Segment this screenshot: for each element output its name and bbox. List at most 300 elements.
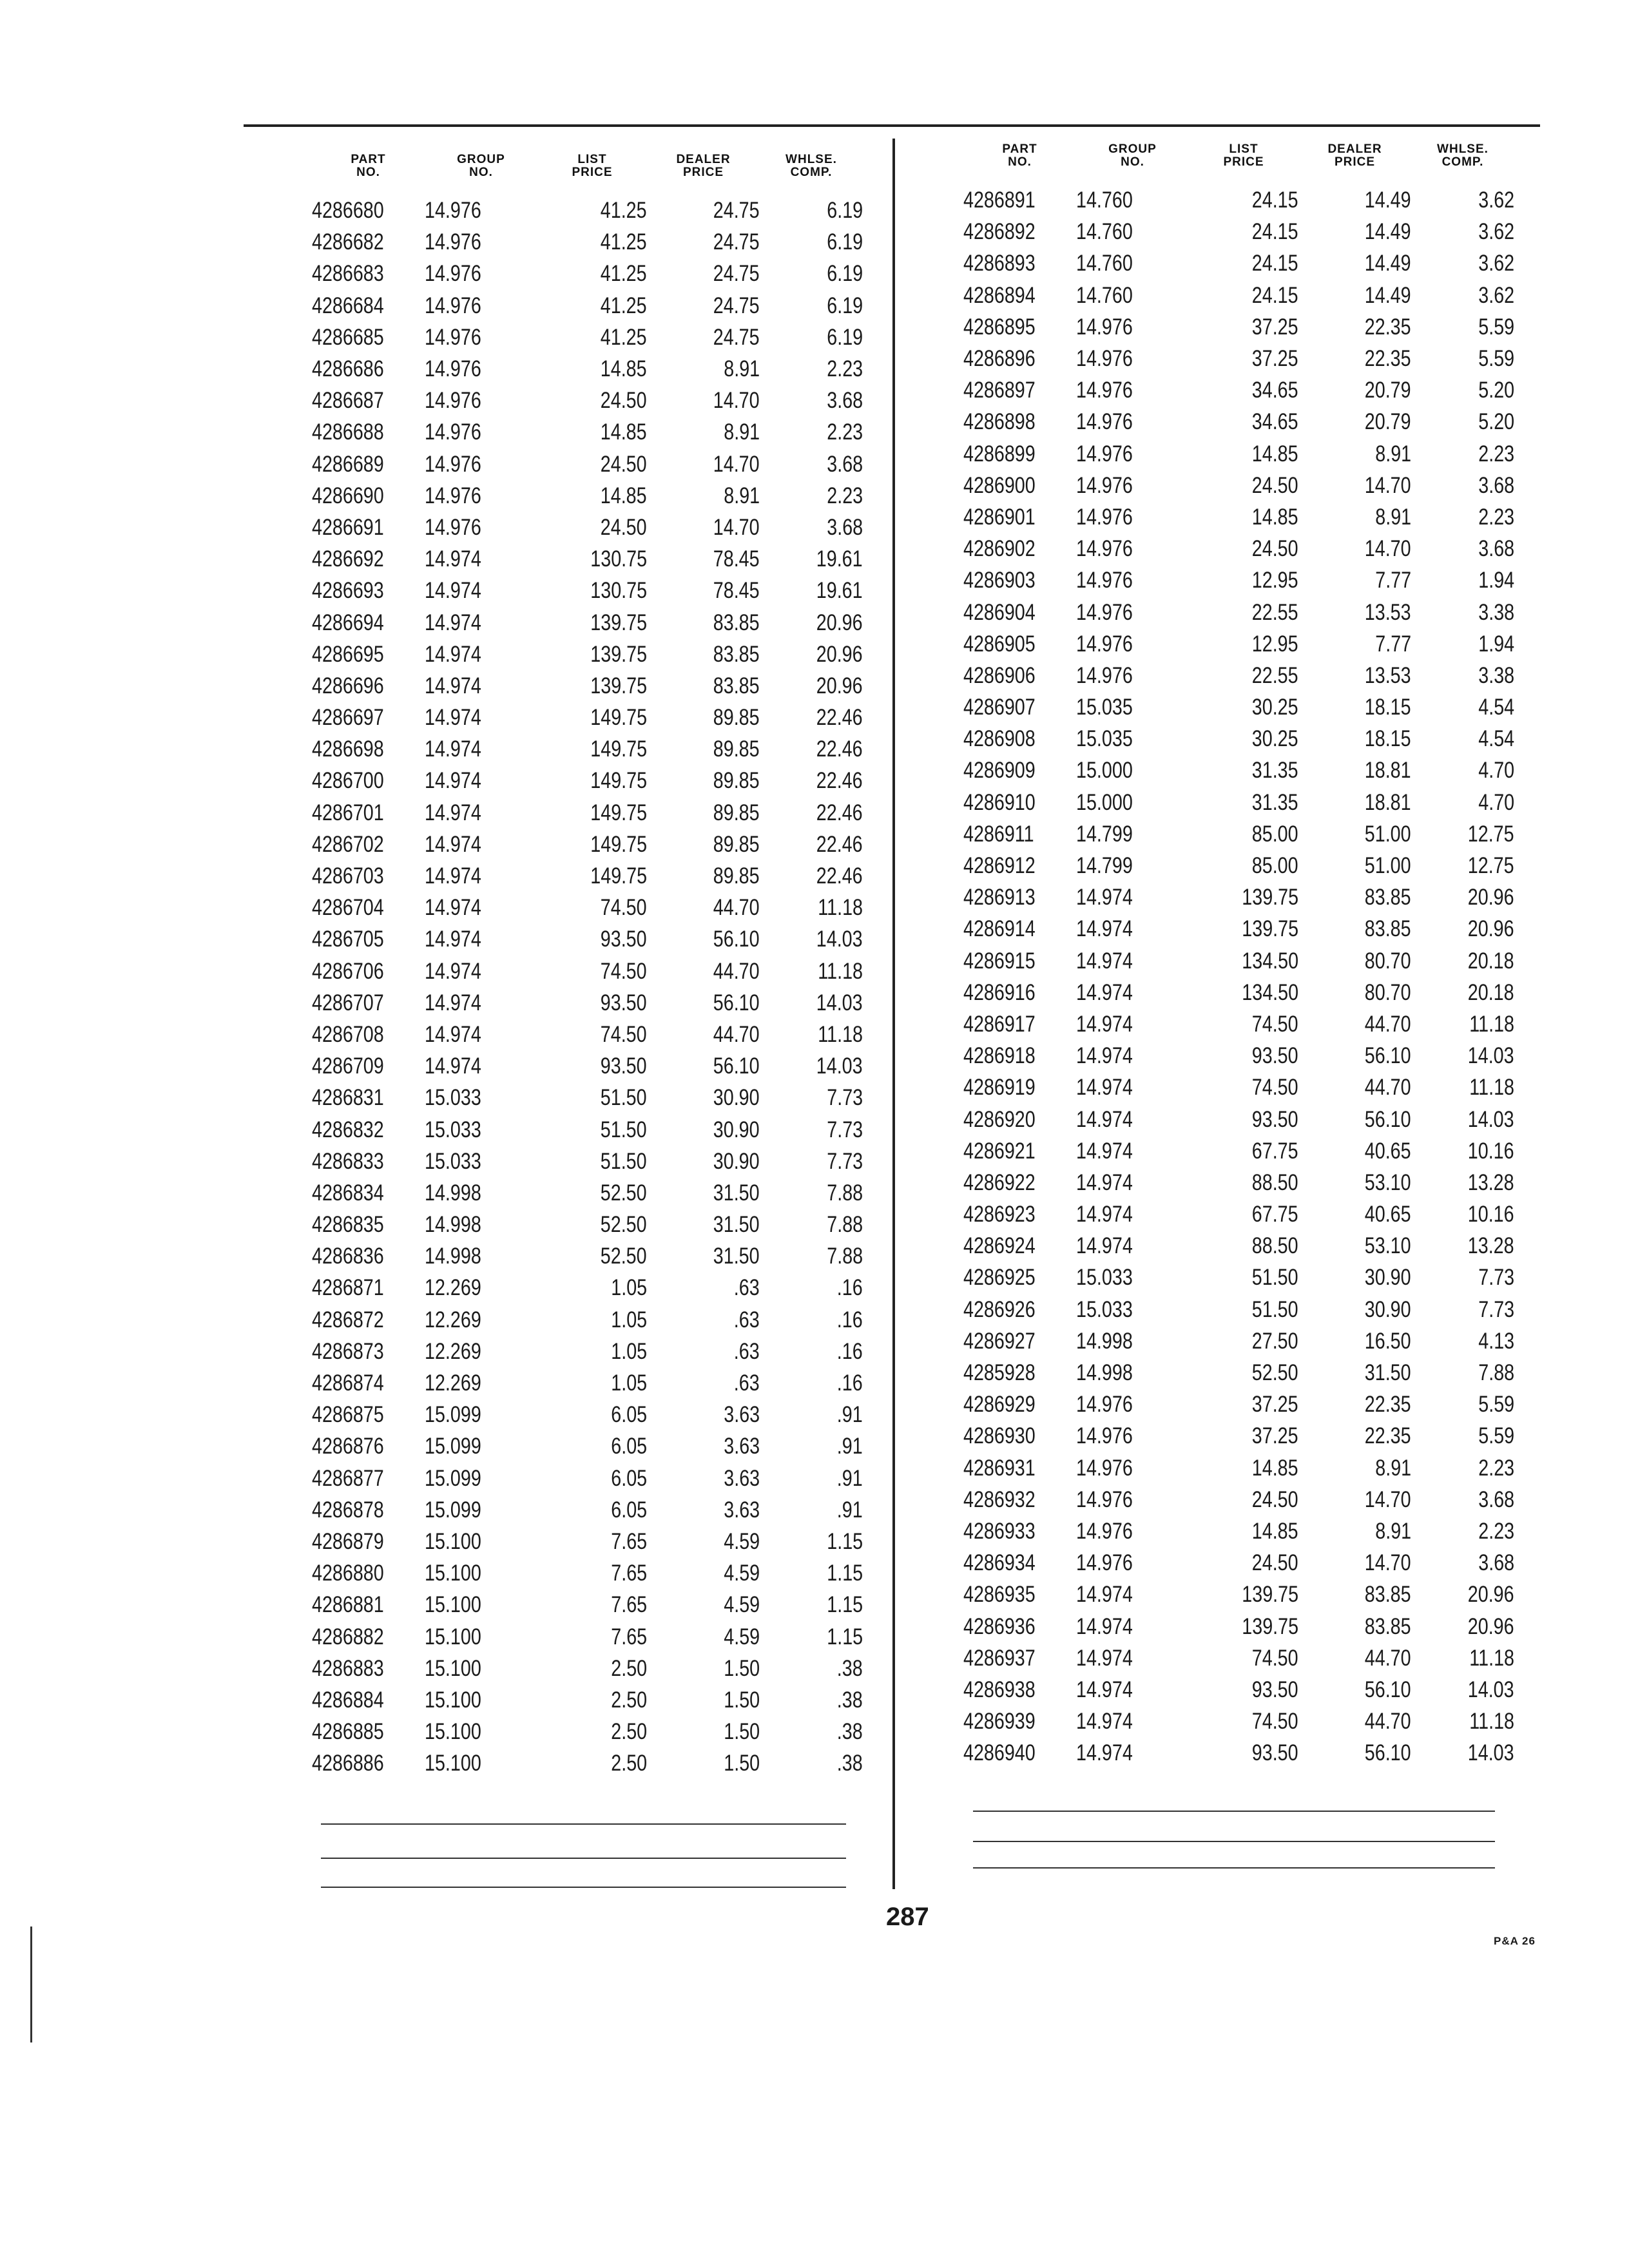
- cell-value: 14.85: [601, 356, 647, 382]
- cell-value: 139.75: [1242, 1582, 1298, 1608]
- dealer-price-cell: [1298, 691, 1411, 723]
- dealer-price-cell: [647, 1240, 760, 1272]
- part-no-cell: [963, 881, 1076, 913]
- table-row: [312, 639, 863, 670]
- list-price-cell: [1189, 1706, 1298, 1737]
- cell-value: 20.96: [1468, 885, 1514, 910]
- part-no-cell: [312, 1304, 425, 1336]
- cell-value: 4286911: [963, 821, 1034, 847]
- cell-value: 14.976: [1076, 631, 1133, 657]
- part-no-cell: [963, 501, 1076, 533]
- cell-value: 85.00: [1252, 821, 1298, 847]
- cell-value: 67.75: [1252, 1138, 1298, 1164]
- group-no-cell: [1076, 850, 1189, 881]
- cell-value: 80.70: [1365, 979, 1411, 1005]
- cell-value: 51.50: [1252, 1296, 1298, 1322]
- cell-value: 20.18: [1468, 948, 1514, 974]
- cell-value: 14.760: [1076, 282, 1133, 308]
- part-no-cell: [312, 1557, 425, 1589]
- cell-value: 5.59: [1478, 314, 1514, 340]
- list-price-cell: [1189, 1610, 1298, 1642]
- whlse-comp-cell: [1411, 1072, 1514, 1103]
- whlse-comp-cell: [760, 1050, 863, 1082]
- part-no-cell: [963, 406, 1076, 437]
- cell-value: 14.974: [425, 958, 481, 984]
- part-no-cell: [312, 258, 425, 289]
- list-price-cell: [1189, 374, 1298, 406]
- cell-value: 14.49: [1365, 187, 1411, 213]
- whlse-comp-cell: [1411, 1135, 1514, 1167]
- cell-value: 20.79: [1365, 409, 1411, 435]
- group-no-cell: [425, 1620, 537, 1652]
- list-price-cell: [1189, 406, 1298, 437]
- group-no-cell: [1076, 1737, 1189, 1769]
- dealer-price-cell: [647, 923, 760, 955]
- dealer-price-cell: [647, 702, 760, 733]
- blank-entry-line: [973, 1867, 1495, 1869]
- cell-value: 51.00: [1365, 853, 1411, 879]
- cell-value: 24.75: [713, 293, 760, 318]
- cell-value: 56.10: [1365, 1106, 1411, 1132]
- part-no-cell: [963, 1484, 1076, 1515]
- dealer-price-cell: [1298, 1610, 1411, 1642]
- cell-value: 4286910: [963, 789, 1036, 815]
- table-row: [312, 923, 863, 955]
- cell-value: 18.81: [1365, 758, 1411, 783]
- cell-value: 20.79: [1365, 378, 1411, 403]
- cell-value: 67.75: [1252, 1202, 1298, 1227]
- cell-value: 2.50: [611, 1655, 647, 1681]
- whlse-comp-cell: [1411, 1040, 1514, 1072]
- cell-value: 14.03: [816, 927, 863, 952]
- group-no-cell: [425, 1526, 537, 1557]
- cell-value: 4286832: [312, 1117, 384, 1142]
- whlse-comp-cell: [1411, 1008, 1514, 1040]
- group-no-cell: [425, 797, 537, 829]
- part-no-cell: [312, 226, 425, 258]
- cell-value: 14.03: [1468, 1043, 1514, 1069]
- cell-value: 15.099: [425, 1465, 481, 1491]
- whlse-comp-cell: [760, 1653, 863, 1684]
- cell-value: 4286698: [312, 736, 384, 762]
- cell-value: 14.70: [713, 514, 760, 540]
- list-price-cell: [1189, 850, 1298, 881]
- whlse-comp-cell: [760, 1019, 863, 1050]
- group-no-cell: [425, 512, 537, 543]
- list-price-cell: [537, 385, 647, 416]
- cell-value: 1.50: [724, 1751, 760, 1776]
- cell-value: 14.976: [1076, 441, 1133, 466]
- dealer-price-cell: [647, 448, 760, 480]
- cell-value: 139.75: [590, 610, 647, 635]
- cell-value: 4286834: [312, 1180, 384, 1206]
- group-no-cell: [1076, 1230, 1189, 1262]
- cell-value: 24.50: [601, 514, 647, 540]
- cell-value: 14.998: [425, 1212, 481, 1238]
- group-no-cell: [425, 987, 537, 1019]
- cell-value: 22.46: [816, 705, 863, 731]
- cell-value: 1.94: [1478, 568, 1514, 593]
- part-no-cell: [963, 533, 1076, 564]
- whlse-comp-cell: [760, 543, 863, 575]
- table-row: [312, 1146, 863, 1177]
- table-row: [312, 258, 863, 289]
- cell-value: 14.976: [425, 419, 481, 445]
- section-code: P&A 26: [1494, 1935, 1536, 1947]
- list-price-cell: [1189, 1294, 1298, 1325]
- cell-value: 53.10: [1365, 1233, 1411, 1259]
- cell-value: 74.50: [601, 1021, 647, 1047]
- cell-value: 14.974: [1076, 1138, 1133, 1164]
- whlse-comp-cell: [1411, 691, 1514, 723]
- cell-value: 89.85: [713, 705, 760, 731]
- cell-value: 14.976: [1076, 504, 1133, 530]
- table-row: [312, 1653, 863, 1684]
- cell-value: 4286918: [963, 1043, 1036, 1069]
- part-no-cell: [312, 987, 425, 1019]
- cell-value: 10.16: [1468, 1202, 1514, 1227]
- list-price-cell: [537, 860, 647, 892]
- cell-value: 8.91: [1375, 1455, 1411, 1481]
- list-price-cell: [537, 987, 647, 1019]
- part-no-cell: [963, 1198, 1076, 1230]
- part-no-cell: [963, 1294, 1076, 1325]
- cell-value: 24.50: [601, 451, 647, 477]
- dealer-price-cell: [1298, 1008, 1411, 1040]
- cell-value: 4286904: [963, 599, 1036, 625]
- cell-value: 139.75: [590, 673, 647, 698]
- cell-value: 4286934: [963, 1550, 1036, 1576]
- cell-value: 7.73: [827, 1148, 863, 1174]
- table-row: [963, 374, 1514, 406]
- part-no-cell: [963, 945, 1076, 977]
- whlse-comp-cell: [760, 639, 863, 670]
- group-no-cell: [1076, 977, 1189, 1008]
- dealer-price-cell: [1298, 1484, 1411, 1515]
- cell-value: 93.50: [1252, 1043, 1298, 1069]
- dealer-price-cell: [1298, 280, 1411, 311]
- whlse-comp-cell: [1411, 1547, 1514, 1579]
- cell-value: 22.46: [816, 736, 863, 762]
- list-price-cell: [1189, 1040, 1298, 1072]
- cell-value: 4286833: [312, 1148, 384, 1174]
- whlse-comp-cell: [760, 1526, 863, 1557]
- part-no-cell: [963, 1389, 1076, 1420]
- part-no-cell: [312, 702, 425, 733]
- cell-value: 4286702: [312, 831, 384, 857]
- cell-value: 14.85: [601, 483, 647, 508]
- cell-value: 4286692: [312, 546, 384, 572]
- dealer-price-cell: [647, 1146, 760, 1177]
- right-table-body: [963, 184, 1514, 1769]
- cell-value: 20.96: [1468, 1582, 1514, 1608]
- cell-value: 51.50: [601, 1148, 647, 1174]
- group-no-cell: [1076, 216, 1189, 247]
- table-row: [312, 1209, 863, 1240]
- cell-value: 4286901: [963, 504, 1036, 530]
- cell-value: 15.100: [425, 1751, 481, 1776]
- cell-value: 4286885: [312, 1719, 384, 1745]
- whlse-comp-cell: [1411, 501, 1514, 533]
- cell-value: 14.974: [425, 736, 481, 762]
- left-parts-table: [312, 153, 863, 1779]
- cell-value: 14.976: [425, 198, 481, 224]
- cell-value: 24.75: [713, 229, 760, 255]
- cell-value: 14.85: [601, 419, 647, 445]
- cell-value: 4286689: [312, 451, 384, 477]
- list-price-cell: [1189, 1674, 1298, 1706]
- whlse-comp-cell: [760, 1463, 863, 1494]
- cell-value: 14.976: [425, 451, 481, 477]
- cell-value: 14.974: [1076, 916, 1133, 942]
- cell-value: 4286693: [312, 578, 384, 604]
- header-group-no: GROUP NO.: [1108, 142, 1157, 169]
- cell-value: 4286893: [963, 251, 1036, 276]
- cell-value: 41.25: [601, 293, 647, 318]
- part-no-cell: [312, 829, 425, 860]
- top-rule: [244, 124, 1540, 127]
- whlse-comp-cell: [760, 1082, 863, 1113]
- table-row: [963, 1706, 1514, 1737]
- dealer-price-cell: [647, 480, 760, 512]
- table-row: [312, 733, 863, 765]
- group-no-cell: [425, 639, 537, 670]
- group-no-cell: [425, 1019, 537, 1050]
- dealer-price-cell: [1298, 945, 1411, 977]
- cell-value: 14.976: [425, 388, 481, 414]
- part-no-cell: [963, 1642, 1076, 1674]
- list-price-cell: [1189, 977, 1298, 1008]
- list-price-cell: [537, 1589, 647, 1620]
- cell-value: 44.70: [1365, 1011, 1411, 1037]
- group-no-cell: [425, 1209, 537, 1240]
- cell-value: 14.03: [816, 990, 863, 1015]
- cell-value: 14.974: [1076, 1011, 1133, 1037]
- whlse-comp-cell: [1411, 818, 1514, 850]
- dealer-price-cell: [647, 1209, 760, 1240]
- list-price-cell: [537, 1653, 647, 1684]
- cell-value: 4286684: [312, 293, 384, 318]
- cell-value: 4286898: [963, 409, 1036, 435]
- whlse-comp-cell: [1411, 787, 1514, 818]
- list-price-cell: [1189, 1547, 1298, 1579]
- table-row: [312, 480, 863, 512]
- whlse-comp-cell: [760, 1684, 863, 1716]
- dealer-price-cell: [1298, 660, 1411, 691]
- cell-value: 14.976: [1076, 662, 1133, 688]
- list-price-cell: [1189, 1103, 1298, 1135]
- group-no-cell: [425, 1050, 537, 1082]
- cell-value: 14.70: [1365, 1486, 1411, 1512]
- whlse-comp-cell: [1411, 184, 1514, 216]
- whlse-comp-cell: [1411, 1737, 1514, 1769]
- dealer-price-cell: [1298, 754, 1411, 786]
- list-price-cell: [537, 1494, 647, 1526]
- cell-value: 14.976: [1076, 1550, 1133, 1576]
- table-row: [963, 723, 1514, 754]
- whlse-comp-cell: [1411, 1484, 1514, 1515]
- group-no-cell: [1076, 913, 1189, 945]
- part-no-cell: [963, 1262, 1076, 1293]
- part-no-cell: [963, 1515, 1076, 1547]
- table-row: [963, 628, 1514, 660]
- cell-value: 4286686: [312, 356, 384, 382]
- cell-value: 88.50: [1252, 1169, 1298, 1195]
- dealer-price-cell: [647, 670, 760, 702]
- cell-value: 30.90: [713, 1085, 760, 1111]
- part-no-cell: [963, 1610, 1076, 1642]
- cell-value: 3.68: [827, 451, 863, 477]
- cell-value: 4286924: [963, 1233, 1036, 1259]
- cell-value: 24.50: [1252, 472, 1298, 498]
- cell-value: .38: [837, 1687, 863, 1713]
- part-no-cell: [312, 639, 425, 670]
- dealer-price-cell: [647, 195, 760, 226]
- cell-value: 4286690: [312, 483, 384, 508]
- list-price-cell: [537, 1463, 647, 1494]
- group-no-cell: [1076, 881, 1189, 913]
- cell-value: 83.85: [1365, 916, 1411, 942]
- part-no-cell: [963, 913, 1076, 945]
- part-no-cell: [312, 480, 425, 512]
- whlse-comp-cell: [760, 385, 863, 416]
- cell-value: 4.59: [724, 1592, 760, 1618]
- dealer-price-cell: [647, 956, 760, 987]
- cell-value: 3.62: [1478, 187, 1514, 213]
- cell-value: 11.18: [818, 895, 863, 921]
- dealer-price-cell: [647, 1082, 760, 1113]
- whlse-comp-cell: [760, 1367, 863, 1399]
- cell-value: 4286900: [963, 472, 1036, 498]
- header-whlse-comp: WHLSE. COMP.: [1437, 142, 1489, 169]
- cell-value: 4286696: [312, 673, 384, 698]
- group-no-cell: [1076, 280, 1189, 311]
- table-row: [312, 1019, 863, 1050]
- part-no-cell: [312, 1653, 425, 1684]
- cell-value: 31.35: [1252, 789, 1298, 815]
- dealer-price-cell: [1298, 1198, 1411, 1230]
- whlse-comp-cell: [760, 733, 863, 765]
- cell-value: 44.70: [713, 1021, 760, 1047]
- cell-value: 3.68: [1478, 1550, 1514, 1576]
- table-row: [963, 1452, 1514, 1484]
- table-row: [963, 1357, 1514, 1389]
- cell-value: 93.50: [1252, 1740, 1298, 1766]
- cell-value: 4286875: [312, 1402, 384, 1428]
- cell-value: 6.19: [827, 261, 863, 287]
- group-no-cell: [425, 1494, 537, 1526]
- whlse-comp-cell: [760, 1589, 863, 1620]
- part-no-cell: [312, 353, 425, 385]
- list-price-cell: [1189, 1515, 1298, 1547]
- dealer-price-cell: [647, 1430, 760, 1462]
- whlse-comp-cell: [760, 1716, 863, 1747]
- cell-value: 31.50: [713, 1212, 760, 1238]
- cell-value: 22.35: [1365, 1392, 1411, 1418]
- part-no-cell: [312, 322, 425, 353]
- group-no-cell: [1076, 723, 1189, 754]
- cell-value: 4286908: [963, 726, 1036, 752]
- table-row: [312, 1272, 863, 1303]
- whlse-comp-cell: [1411, 1389, 1514, 1420]
- whlse-comp-cell: [760, 353, 863, 385]
- group-no-cell: [1076, 1072, 1189, 1103]
- cell-value: 44.70: [713, 895, 760, 921]
- whlse-comp-cell: [1411, 438, 1514, 470]
- cell-value: 4.59: [724, 1561, 760, 1586]
- cell-value: 7.65: [611, 1561, 647, 1586]
- dealer-price-cell: [647, 1272, 760, 1303]
- table-row: [963, 1674, 1514, 1706]
- blank-entry-line: [321, 1858, 846, 1859]
- cell-value: 7.88: [827, 1244, 863, 1269]
- cell-value: 14.974: [1076, 1043, 1133, 1069]
- table-row: [963, 280, 1514, 311]
- list-price-cell: [1189, 1230, 1298, 1262]
- dealer-price-cell: [647, 1747, 760, 1779]
- cell-value: 93.50: [601, 927, 647, 952]
- whlse-comp-cell: [760, 765, 863, 796]
- list-price-cell: [537, 290, 647, 322]
- cell-value: 1.50: [724, 1655, 760, 1681]
- cell-value: 22.35: [1365, 1423, 1411, 1449]
- blank-entry-line: [973, 1841, 1495, 1842]
- left-table-body: [312, 195, 863, 1779]
- cell-value: 7.88: [827, 1212, 863, 1238]
- part-no-cell: [312, 1716, 425, 1747]
- column-divider: [892, 139, 895, 1889]
- table-row: [312, 892, 863, 923]
- group-no-cell: [425, 226, 537, 258]
- cell-value: 4286882: [312, 1624, 384, 1649]
- cell-value: 7.65: [611, 1592, 647, 1618]
- dealer-price-cell: [1298, 1674, 1411, 1706]
- list-price-cell: [537, 353, 647, 385]
- cell-value: 11.18: [1469, 1709, 1514, 1735]
- whlse-comp-cell: [1411, 1167, 1514, 1198]
- group-no-cell: [1076, 1040, 1189, 1072]
- list-price-cell: [1189, 945, 1298, 977]
- whlse-comp-cell: [1411, 1579, 1514, 1610]
- dealer-price-cell: [1298, 1389, 1411, 1420]
- group-no-cell: [425, 385, 537, 416]
- whlse-comp-cell: [1411, 1198, 1514, 1230]
- table-row: [963, 1135, 1514, 1167]
- list-price-cell: [537, 575, 647, 606]
- cell-value: 6.19: [827, 324, 863, 350]
- group-no-cell: [425, 1653, 537, 1684]
- cell-value: 4286915: [963, 948, 1036, 974]
- cell-value: 14.49: [1365, 219, 1411, 245]
- cell-value: 30.90: [713, 1117, 760, 1142]
- group-no-cell: [1076, 501, 1189, 533]
- cell-value: 4286913: [963, 885, 1036, 910]
- part-no-cell: [312, 385, 425, 416]
- whlse-comp-cell: [760, 797, 863, 829]
- cell-value: 2.23: [1478, 504, 1514, 530]
- right-parts-table: [963, 143, 1514, 1769]
- cell-value: 2.23: [827, 419, 863, 445]
- cell-value: 12.75: [1468, 821, 1514, 847]
- part-no-cell: [312, 416, 425, 448]
- dealer-price-cell: [647, 1019, 760, 1050]
- cell-value: 7.73: [827, 1117, 863, 1142]
- part-no-cell: [963, 1674, 1076, 1706]
- whlse-comp-cell: [1411, 1420, 1514, 1452]
- cell-value: 149.75: [590, 800, 647, 825]
- table-row: [312, 226, 863, 258]
- part-no-cell: [312, 1620, 425, 1652]
